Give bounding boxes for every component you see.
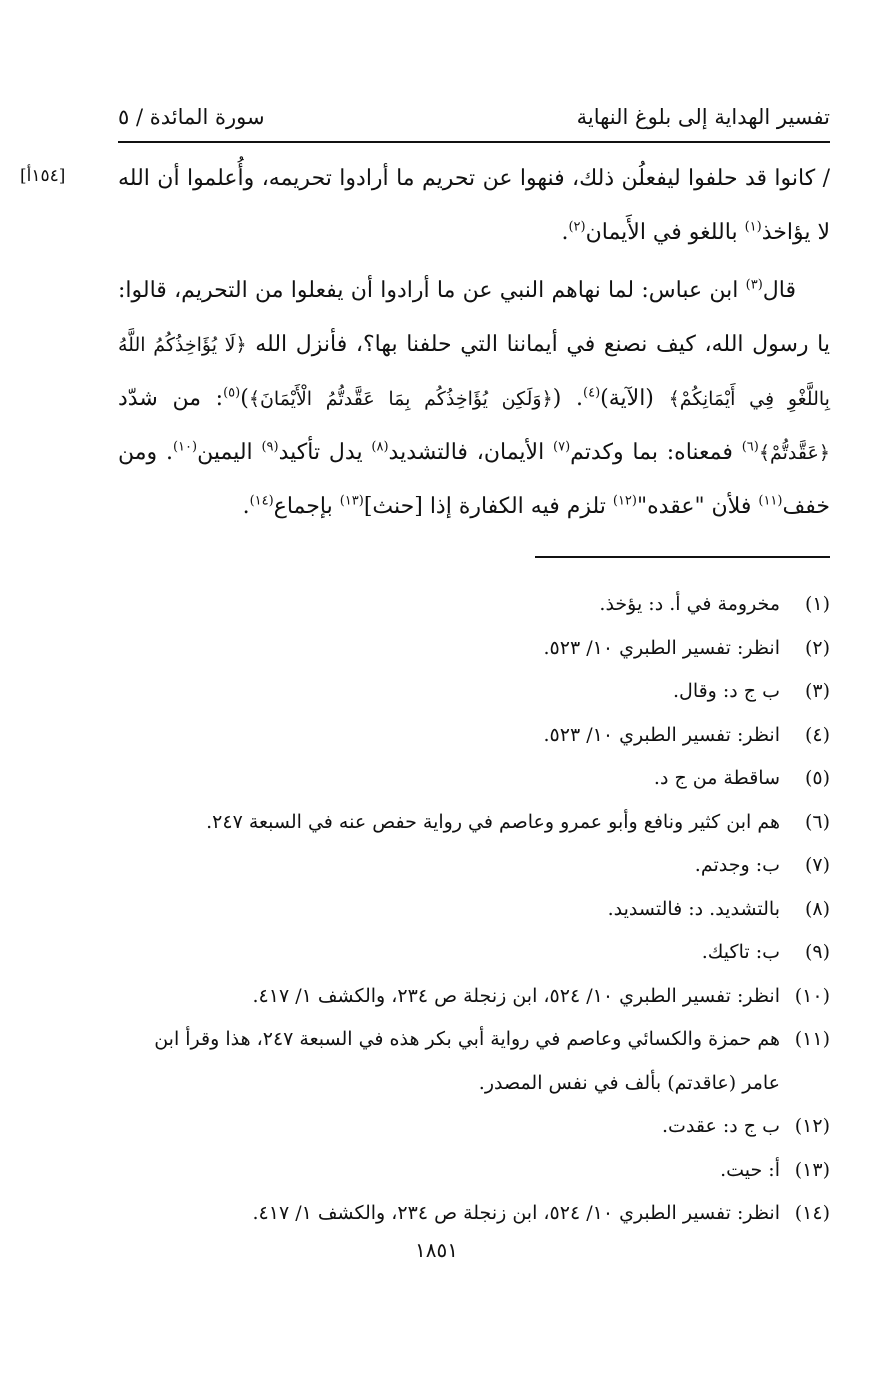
footnote-text: ساقطة من ج د. — [653, 767, 780, 789]
book-title: تفسير الهداية إلى بلوغ النهاية — [576, 105, 830, 129]
quran-verse-2: ﴿وَلَكِن يُؤَاخِذُكُم بِمَا عَقَّدتُّمُ الْأَيْمَانَ﴾ — [248, 388, 553, 410]
footnote-number: (١٣) — [794, 1158, 830, 1181]
footnote-ref-5[interactable]: (٥) — [223, 385, 241, 401]
text-run: فلأن "عقده" — [637, 494, 759, 519]
footnote-item — [118, 1149, 830, 1193]
text-run: ) — [240, 386, 249, 411]
footnote-ref-8[interactable]: (٨) — [371, 439, 389, 455]
text-run: باللغو في الأَيمان — [585, 220, 745, 245]
footnote-item — [118, 583, 830, 627]
footnote-ref-13[interactable]: (١٣) — [339, 493, 364, 509]
footnotes-list — [118, 583, 830, 1236]
footnote-text: انظر: تفسير الطبري ١٠/ ٥٢٣. — [543, 636, 780, 659]
footnote-number: (١٠) — [794, 984, 830, 1007]
text-run: تلزم فيه الكفارة إذا [حنث] — [363, 494, 613, 519]
footnote-text: ب ج د: وقال. — [672, 680, 780, 702]
footnote-ref-7[interactable]: (٧) — [553, 439, 571, 455]
footnote-number: (١٢) — [794, 1115, 830, 1137]
paragraph-1 — [118, 152, 830, 260]
footnote-number: (١٤) — [794, 1202, 830, 1224]
footnote-number: (٥) — [804, 767, 830, 789]
footnote-number: (١) — [804, 593, 830, 615]
text-run: : من شدّد — [118, 386, 224, 411]
text-run: اليمين — [197, 440, 262, 465]
footnote-text: انظر: تفسير الطبري ١٠/ ٥٢٤، ابن زنجلة ص ٢٣٤، والكشف ١/ ٤١٧. — [252, 984, 780, 1007]
footnote-text: انظر: تفسير الطبري ١٠/ ٥٢٣. — [543, 723, 780, 746]
footnote-ref-3[interactable]: (٣) — [745, 277, 763, 293]
text-run: . — [561, 220, 569, 245]
footnote-ref-11[interactable]: (١١) — [758, 493, 783, 509]
footnote-text: بالتشديد. د: فالتسديد. — [607, 897, 780, 920]
footnote-item — [118, 757, 830, 801]
text-run: بإجماع — [273, 494, 340, 519]
footnote-number: (٢) — [804, 636, 830, 659]
footnote-item — [118, 1192, 830, 1236]
footnote-ref-12[interactable]: (١٢) — [612, 493, 637, 509]
footnote-text: هم حمزة والكسائي وعاصم في رواية أبي بكر هذه في السبعة ٢٤٧، هذا وقرأ ابن عامر (عاقدتم) بألف في نفس المصدر. — [154, 1028, 780, 1094]
main-text — [118, 152, 830, 534]
footnote-item — [118, 931, 830, 975]
footnote-item — [118, 888, 830, 932]
footnote-text: ب: وجدتم. — [694, 854, 780, 876]
text-run: . — [242, 494, 250, 519]
text-run: (الآية) — [600, 386, 669, 411]
footnote-ref-1[interactable]: (١) — [744, 219, 762, 235]
text-run: ابن عباس: لما نهاهم النبي عن ما أرادوا أن يفعلوا من التحريم، قالوا: يا رسول الله، كيف نصنع في أيماننا التي حلفنا بها؟، فأنزل الله — [118, 278, 830, 357]
footnote-number: (٦) — [804, 810, 830, 833]
footnote-ref-4[interactable]: (٤) — [583, 385, 601, 401]
footnote-ref-6[interactable]: (٦) — [741, 439, 759, 455]
text-run: الأيمان، فالتشديد — [388, 440, 554, 465]
manuscript-folio-marker: [١٥٤أ] — [20, 166, 66, 186]
text-run: . ( — [552, 386, 583, 411]
footnote-text: ب: تاكيك. — [701, 941, 780, 963]
footnote-item — [118, 714, 830, 758]
page-number: ١٨٥١ — [415, 1238, 458, 1262]
header-rule — [118, 141, 830, 143]
text-run: قال — [762, 278, 796, 303]
footnote-item — [118, 801, 830, 845]
text-run: / كانوا قد حلفوا ليفعلُن ذلك، فنهوا عن تحريم ما أرادوا تحريمه، وأُعلموا أن الله لا يؤاخذ — [118, 166, 830, 245]
footnote-item — [118, 627, 830, 671]
footnote-text: هم ابن كثير ونافع وأبو عمرو وعاصم في رواية حفص عنه في السبعة ٢٤٧. — [206, 810, 780, 833]
footnote-ref-9[interactable]: (٩) — [261, 439, 279, 455]
text-run: يدل تأكيد — [278, 440, 372, 465]
footnote-text: مخرومة في أ. د: يؤخذ. — [599, 593, 780, 615]
footnote-item — [118, 670, 830, 714]
footnote-item — [118, 1018, 830, 1105]
footnote-number: (٤) — [804, 723, 830, 746]
footnote-number: (٨) — [804, 897, 830, 920]
footnote-item — [118, 1105, 830, 1149]
footnote-text: ب ج د: عقدت. — [662, 1115, 780, 1137]
footnote-ref-2[interactable]: (٢) — [568, 219, 586, 235]
footnote-item — [118, 844, 830, 888]
footnote-text: أ: حيت. — [720, 1158, 780, 1181]
text-run: . ومن خفف — [118, 440, 830, 519]
running-header — [118, 100, 830, 134]
footnote-item — [118, 975, 830, 1019]
footnote-text: انظر: تفسير الطبري ١٠/ ٥٢٤، ابن زنجلة ص ٢٣٤، والكشف ١/ ٤١٧. — [252, 1202, 780, 1224]
footnote-number: (٧) — [804, 854, 830, 876]
quran-word: ﴿عَقَّدتُّمْ﴾ — [758, 442, 830, 464]
footnote-number: (٣) — [804, 680, 830, 702]
surah-label: سورة المائدة / ٥ — [118, 105, 265, 129]
footnote-ref-10[interactable]: (١٠) — [172, 439, 198, 455]
footnote-ref-14[interactable]: (١٤) — [249, 493, 274, 509]
footnote-number: (١١) — [794, 1028, 830, 1050]
paragraph-2 — [118, 264, 830, 534]
footnote-separator — [535, 556, 830, 558]
footnote-number: (٩) — [804, 941, 830, 963]
text-run: فمعناه: بما وكدتم — [570, 440, 742, 465]
quran-verse-1: ﴿لَا يُؤَاخِذُكُمُ اللَّهُ بِاللَّغْوِ فِي أَيْمَانِكُمْ﴾ — [118, 334, 830, 410]
